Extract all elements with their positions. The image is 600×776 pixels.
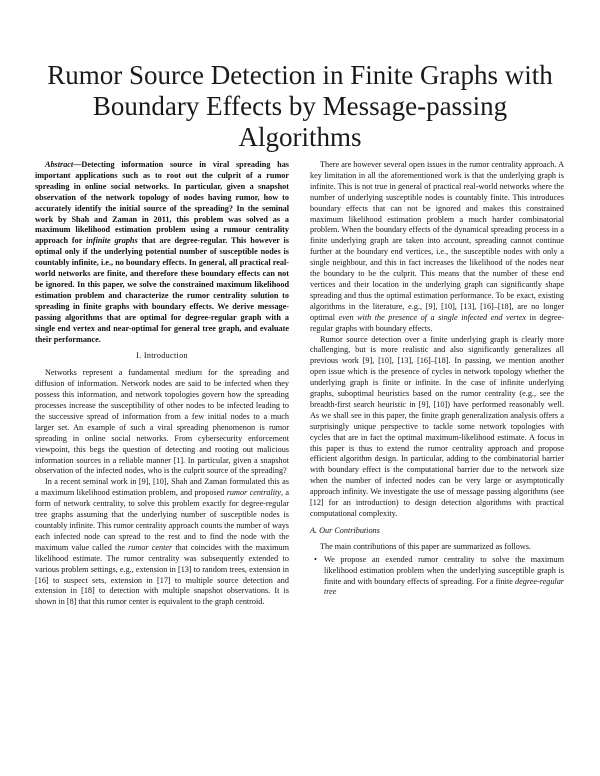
right-paragraph-2: Rumor source detection over a finite underlying graph is clearly more challenging, but is more realistic and also significantly generalizes all previous work [9], [10], [13], [16]–[18]. In passing, we mention another open issue which is the presence of cycles in network topology whether the underlying graph is finite or infinite. In the case of infinite underlying graphs, suboptimal heuristics based on the rumor centrality (e.g., see the breadth-first search heuristic in [9], [10]) have performed reasonably well. As we shall see in this paper, the finite graph generalization analysis offers a surprisingly unique perspective to tackle some network topologies with cycles that are in fact the optimal maximum-likelihood estimate. A focus in this paper is thus to extend the rumor centrality approach and propose efficient algorithm design. In particular, adding to the combinatorial barrier with boundary effect is the computational barrier due to the network size when the number of infected nodes can be very large or asymptotically approach infinity. We investigate the use of message passing algorithms (see [12] for an introduction) to design detection algorithms with practical computational complexity.: [310, 334, 564, 518]
right-p1-text-b: in degree-regular graphs with boundary effects.: [310, 312, 564, 333]
intro-p2-emphasis-2: rumor center: [128, 542, 173, 552]
right-column: [310, 160, 564, 598]
abstract: [35, 160, 289, 345]
intro-p2-text-c: that coincides with the maximum likelihood estimate. The rumor centrality was subsequently extended to various problem settings, e.g., extension in [13] to random trees, extension in [16] to suspect sets, extension in [17] to multiple source detection and extension in [18] to detection with multiple snapshot observations. It is shown in [8] that this rumor center is equivalent to the graph centroid.: [35, 542, 289, 607]
left-column: [35, 160, 289, 608]
bullet-glyph: •: [314, 554, 317, 564]
abstract-emphasis: infinite graphs: [86, 236, 138, 246]
contributions-intro: The main contributions of this paper are summarized as follows.: [320, 541, 532, 551]
right-p1-emphasis: even with the presence of a single infected end vertex: [338, 312, 527, 322]
paper-title: Rumor Source Detection in Finite Graphs with Boundary Effects by Message-passing Algorithms: [47, 60, 553, 152]
right-paragraph-1: [310, 160, 564, 335]
contribution-emphasis: degree-regular tree: [324, 576, 564, 597]
intro-p2-text-a: In a recent seminal work in [9], [10], Shah and Zaman formulated this as a maximum likelihood estimation problem, and proposed: [35, 477, 289, 498]
contributions-list: [310, 555, 564, 599]
right-p1-text-a: There are however several open issues in the rumor centrality approach. A key limitation in all the aforementioned work is that the underlying graph is infinite. This is not true in general of practical real-world networks where the number of underlying susceptible nodes is countably finite. This introduces boundary effects that can not be ignored and makes this constrained maximum likelihood estimation problem a much harder combinatorial problem. When the boundary effects of the dynamical spreading process in a finite underlying graph are taken into account, spreading cannot continue further at the boundary end vertices, i.e., the susceptible nodes with only a single neighbour, and this in fact increases the likelihood of the nodes near the boundary to be the culprit. This means that the number of these end vertices and their location in the underlying graph can significantly shape spreading and thus the optimal estimation performance. To be exact, existing algorithms in the literature, e.g., [9], [10], [13], [16]–[18], are no longer optimal: [310, 160, 564, 322]
contribution-item-1: [310, 555, 564, 599]
intro-p2-emphasis-1: rumor centrality: [226, 488, 281, 498]
abstract-label: Abstract: [45, 160, 74, 169]
abstract-text-1: Detecting information source in viral spreading has important applications such as to root out the culprit of a rumor spreading in online social networks. In particular, given a snapshot observation of the network topology of nodes having rumor, how to accurately identify the initial source of the spreading? In the seminal work by Shah and Zaman in 2011, this problem was solved as a maximum likelihood estimation problem using a rumour centrality approach for: [35, 160, 289, 246]
intro-p2-text-b: , a form of network centrality, to solve this problem exactly for degree-regular tree graphs assuming that the underlying number of susceptible nodes is countably infinite. This rumor centrality approach counts the number of ways each infected node can spread to the rest and to find the node with the maximum value called the: [35, 488, 289, 552]
contribution-text: We propose an exended rumor centrality to solve the maximum likelihood estimation problem when the underlying susceptible graph is finite and with boundary effects of spreading. For a finite: [324, 554, 564, 586]
abstract-text-2: that are degree-regular. This however is optimal only if the underlying potential number of susceptible nodes is countably infinite, i.e., no boundary effects. In general, all practical real-world networks are finite, and therefore these boundary effects can not be ignored. In this paper, we solve the constrained maximum likelihood estimation problem and characterize the rumor centrality solution to spreading in finite graphs with boundary effects. We derive message-passing algorithms that are optimal for degree-regular graph with a single end vertex and near-optimal for general tree graph, and evaluate their performance.: [35, 236, 289, 344]
intro-paragraph-1: Networks represent a fundamental medium for the spreading and diffusion of information. Network nodes are said to be infected when they possess this information, and network topologies govern how the spreading processes increase the susceptibility of other nodes to be infected leading to the successive spread of information from a few initial nodes to a much larger set. An example of such a viral spreading phenomenon is rumor spreading in online social networks. From cybersecurity enforcement viewpoint, this begs the question of detecting and rooting out malicious information sources in a reliable manner [1]. In particular, given a snapshot observation of the infected nodes, who is the culprit source of the spreading?: [35, 368, 289, 476]
subsection-heading-contributions: A. Our Contributions: [310, 525, 380, 535]
section-heading-introduction: I. Introduction: [136, 351, 188, 361]
intro-paragraph-2: [35, 477, 289, 608]
abstract-dash: —: [73, 160, 82, 169]
